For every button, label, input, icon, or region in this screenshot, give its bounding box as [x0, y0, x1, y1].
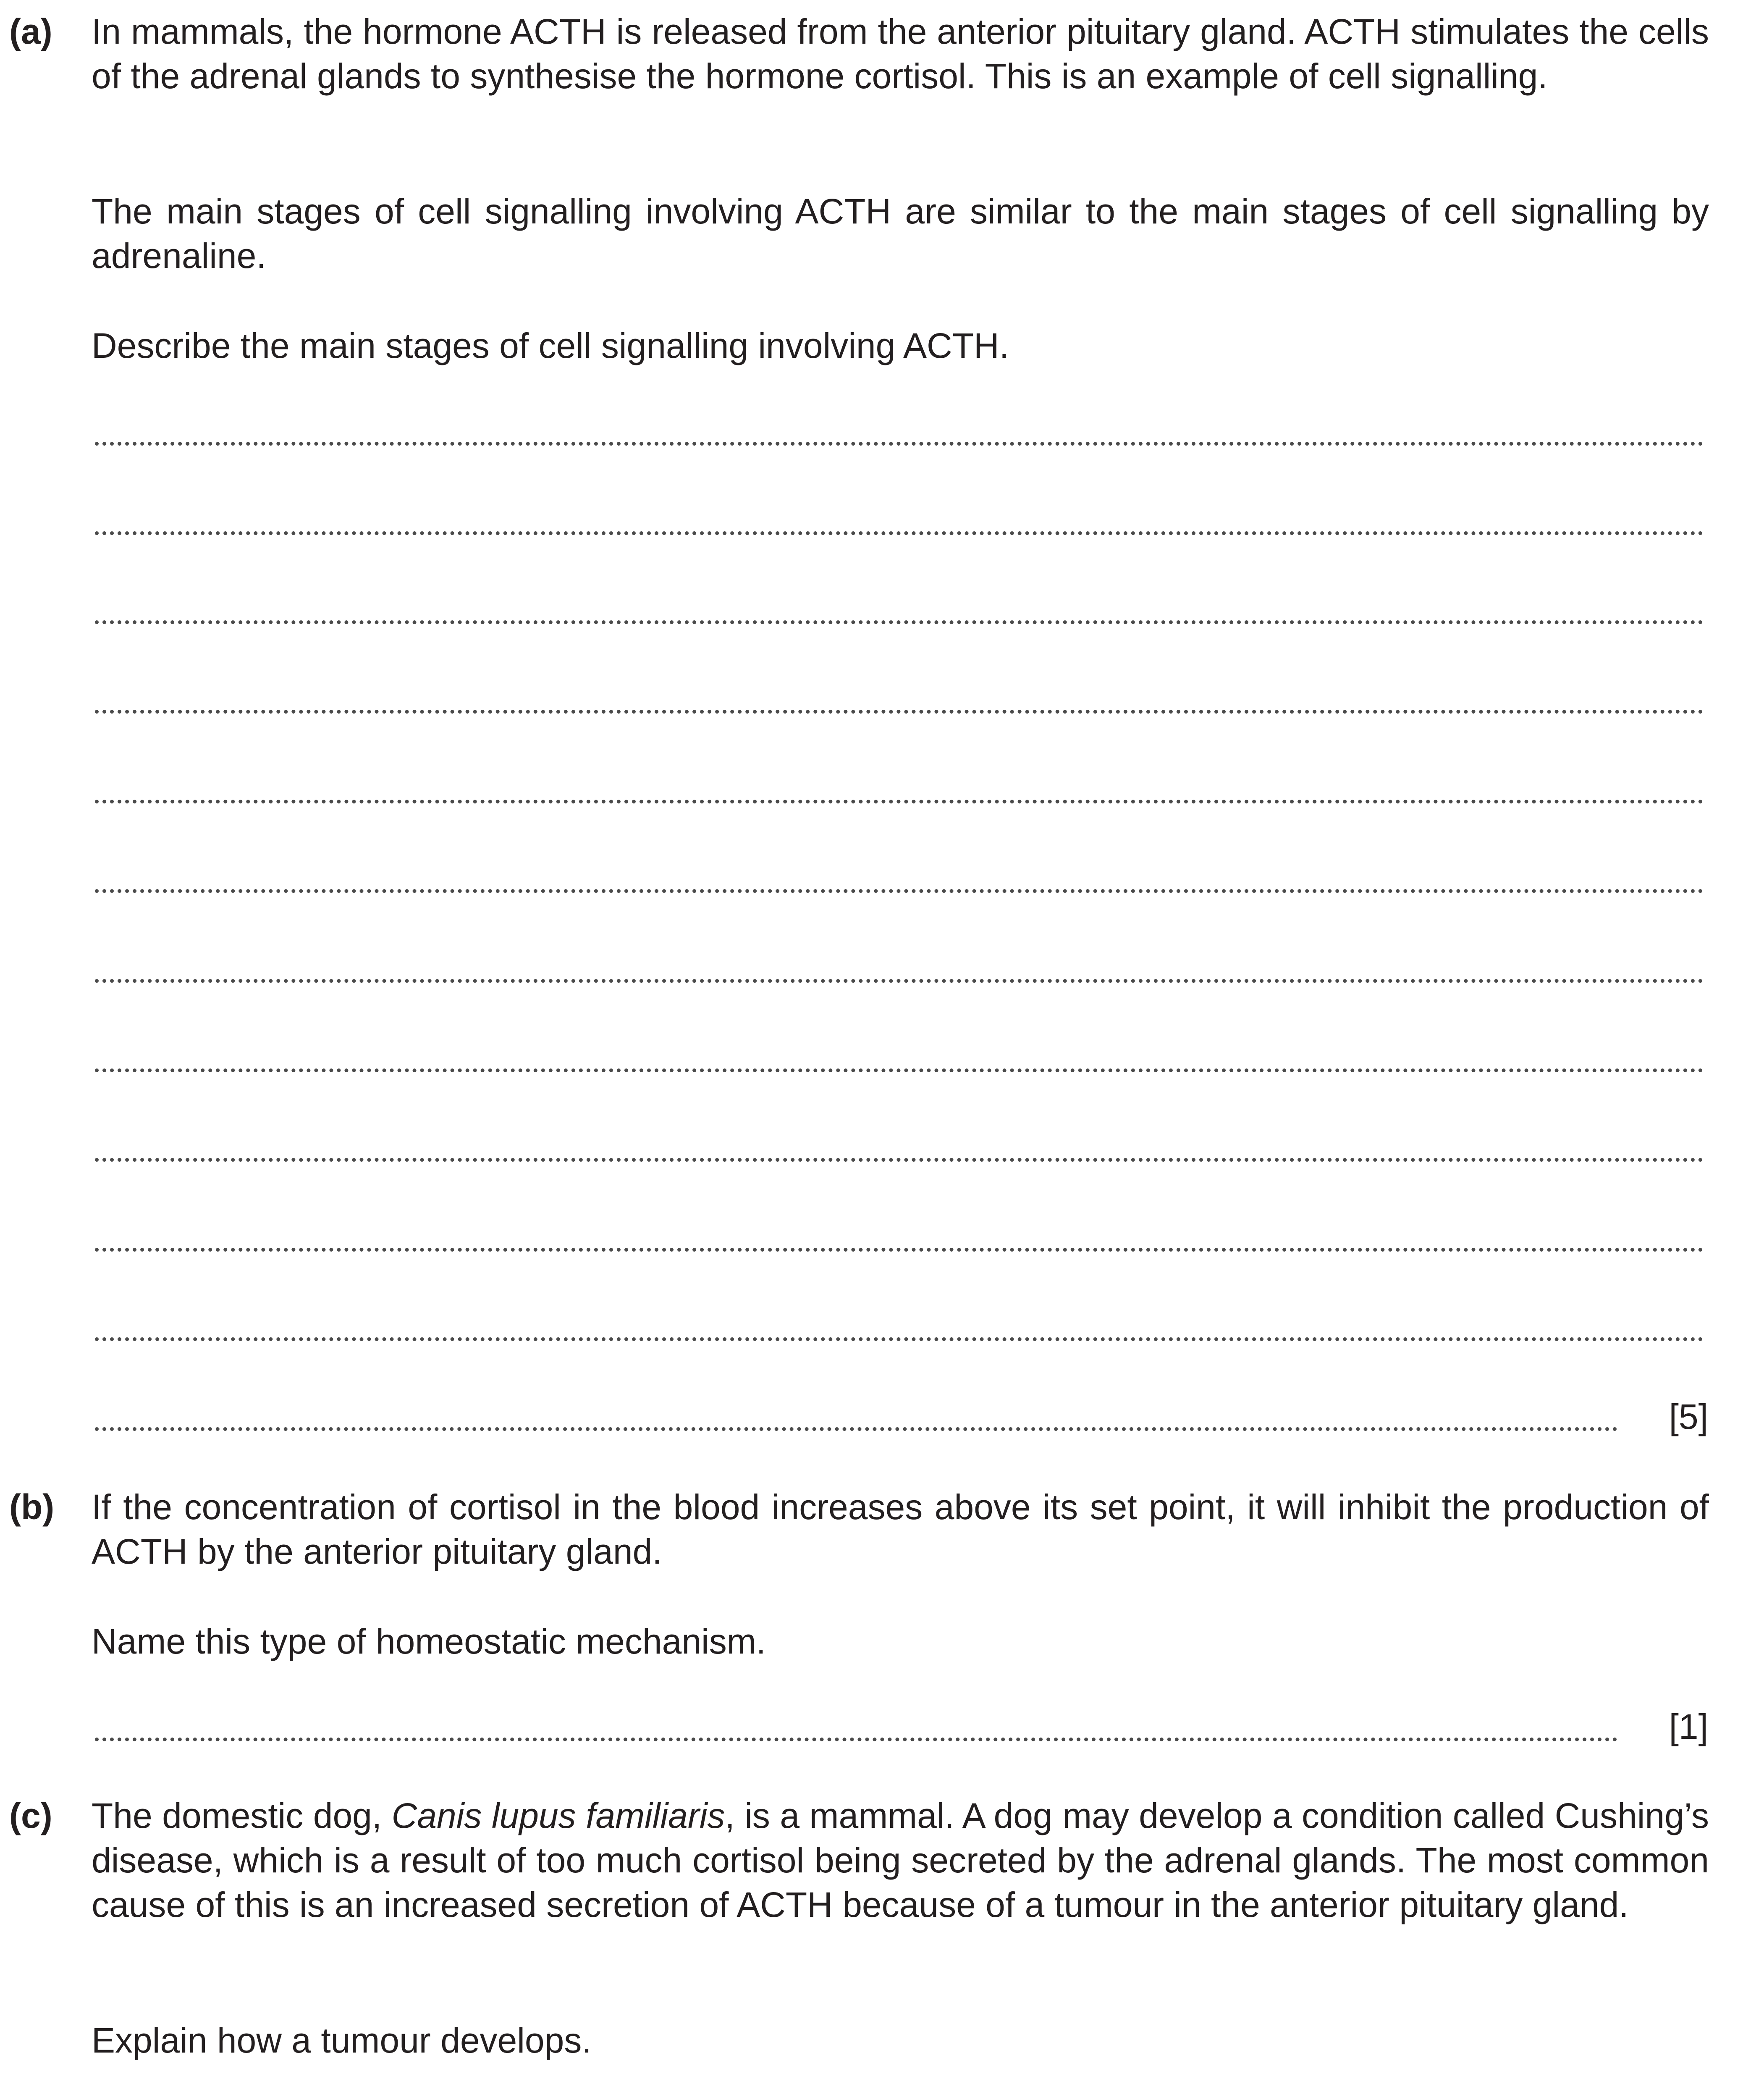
answer-line-a-9[interactable]	[95, 1158, 1703, 1162]
answer-line-a-6[interactable]	[95, 889, 1703, 893]
part-c-intro-start: The domestic dog,	[92, 1796, 392, 1835]
part-a-label: (a)	[9, 12, 52, 51]
part-a-question: Describe the main stages of cell signalling involving ACTH.	[92, 326, 1009, 365]
part-c-intro	[92, 1793, 1709, 1927]
part-a-marks: [5]	[1669, 1397, 1708, 1436]
part-a-context: The main stages of cell signalling involving ACTH are similar to the main stages of cell signalling by adrenaline.	[92, 192, 1709, 276]
part-c-intro-end: , is a mammal. A dog may develop a condition called Cushing’s disease, which is a result of too much cortisol being secreted by the adrenal glands. The most common cause of this is an increased secretion of ACTH because of a tumour in the anterior pituitary gland.	[92, 1796, 1709, 1924]
answer-line-a-3[interactable]	[95, 620, 1703, 624]
answer-line-a-7[interactable]	[95, 979, 1703, 983]
answer-line-a-8[interactable]	[95, 1068, 1703, 1072]
species-name: Canis lupus familiaris	[391, 1796, 725, 1835]
part-b-question: Name this type of homeostatic mechanism.	[92, 1622, 766, 1661]
part-b-label: (b)	[9, 1487, 55, 1527]
part-c-question: Explain how a tumour develops.	[92, 2021, 592, 2060]
answer-line-a-12[interactable]	[95, 1427, 1617, 1431]
answer-line-a-1[interactable]	[95, 442, 1703, 446]
answer-line-a-5[interactable]	[95, 800, 1703, 803]
answer-line-a-4[interactable]	[95, 710, 1703, 714]
part-a-intro: In mammals, the hormone ACTH is released from the anterior pituitary gland. ACTH stimulates the cells of the adrenal glands to synthesise the hormone cortisol. This is an example of cell signalling.	[92, 12, 1709, 96]
answer-line-a-2[interactable]	[95, 531, 1703, 535]
part-c-label: (c)	[9, 1796, 52, 1835]
answer-line-b-1[interactable]	[95, 1738, 1617, 1741]
answer-line-a-10[interactable]	[95, 1248, 1703, 1252]
part-b-intro: If the concentration of cortisol in the blood increases above its set point, it will inhibit the production of ACTH by the anterior pituitary gland.	[92, 1487, 1709, 1571]
part-b-marks: [1]	[1669, 1707, 1708, 1746]
answer-line-a-11[interactable]	[95, 1337, 1703, 1341]
